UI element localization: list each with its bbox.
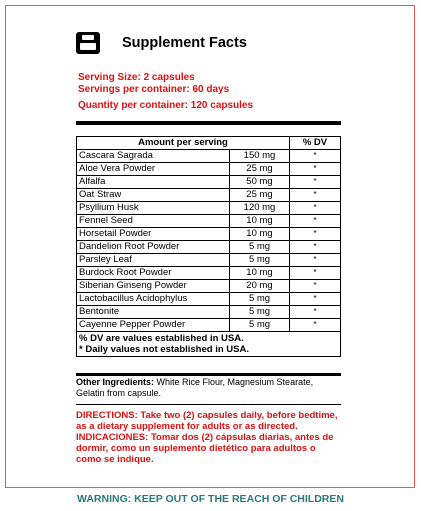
ingredient-dv: * [290,306,341,319]
ingredient-name: Siberian Ginseng Powder [77,280,230,293]
table-row [77,202,341,215]
ingredient-dv: * [290,319,341,332]
ingredient-dv: * [290,189,341,202]
ingredient-dv: * [290,267,341,280]
quantity-per-container: Quantity per container: 120 capsules [78,100,254,111]
supplement-bottle-icon [76,32,100,54]
ingredient-dv: * [290,228,341,241]
ingredient-amount: 5 mg [230,306,290,319]
ingredient-name: Dandelion Root Powder [77,241,230,254]
ingredient-dv: * [290,176,341,189]
directions [76,410,341,465]
ingredient-name: Parsley Leaf [77,254,230,267]
table-row [77,293,341,306]
table-row [77,150,341,163]
facts-table [76,136,341,332]
header-amount: Amount per serving [77,137,290,150]
directions-en: DIRECTIONS: Take two (2) capsules daily, before bedtime, as a dietary supplement for adults or as directed. [76,410,338,432]
ingredient-name: Oat Straw [77,189,230,202]
ingredient-dv: * [290,241,341,254]
ingredient-name: Psyllium Husk [77,202,230,215]
ingredient-name: Lactobacillus Acidophylus [77,293,230,306]
other-ingredients [76,373,341,399]
divider [76,404,341,405]
ingredient-name: Cayenne Pepper Powder [77,319,230,332]
ingredient-amount: 10 mg [230,215,290,228]
ingredient-amount: 120 mg [230,202,290,215]
ingredient-dv: * [290,202,341,215]
ingredient-amount: 5 mg [230,293,290,306]
ingredient-amount: 25 mg [230,163,290,176]
ingredient-name: Burdock Root Powder [77,267,230,280]
table-row [77,254,341,267]
servings-per-container: Servings per container: 60 days [78,84,230,95]
ingredient-name: Alfalfa [77,176,230,189]
table-row [77,280,341,293]
ingredient-amount: 50 mg [230,176,290,189]
other-ingredients-label: Other Ingredients: [76,377,155,387]
ingredient-dv: * [290,163,341,176]
page-title: Supplement Facts [122,35,247,51]
table-row [77,319,341,332]
serving-info [78,72,253,112]
ingredient-name: Horsetail Powder [77,228,230,241]
table-row [77,176,341,189]
ingredient-amount: 10 mg [230,228,290,241]
ingredient-dv: * [290,254,341,267]
ingredient-dv: * [290,280,341,293]
note-daily: * Daily values not established in USA. [79,344,249,355]
warning-text: WARNING: KEEP OUT OF THE REACH OF CHILDREN [77,493,344,505]
table-row [77,267,341,280]
facts-panel [76,121,341,357]
table-notes [76,332,341,357]
ingredient-dv: * [290,293,341,306]
note-dv: % DV are values established in USA. [79,333,244,344]
table-header-row [77,137,341,150]
ingredient-dv: * [290,215,341,228]
table-row [77,241,341,254]
ingredient-dv: * [290,150,341,163]
table-row [77,163,341,176]
table-body [77,150,341,332]
ingredient-amount: 5 mg [230,254,290,267]
serving-size: Serving Size: 2 capsules [78,72,195,83]
directions-es: INDICACIONES: Tomar dos (2) cápsulas diarias, antes de dormir, como un suplemento dietético para adultos o como se indique. [76,432,334,465]
ingredient-amount: 25 mg [230,189,290,202]
ingredient-amount: 5 mg [230,319,290,332]
table-row [77,215,341,228]
other-ingredients-text: White Rice Flour, Magnesium Stearate, Gelatin from capsule. [76,377,314,398]
ingredient-amount: 20 mg [230,280,290,293]
ingredient-amount: 10 mg [230,267,290,280]
header [76,32,247,54]
ingredient-name: Cascara Sagrada [77,150,230,163]
ingredient-name: Aloe Vera Powder [77,163,230,176]
table-row [77,228,341,241]
table-row [77,306,341,319]
table-row [77,189,341,202]
ingredient-name: Bentonite [77,306,230,319]
ingredient-amount: 5 mg [230,241,290,254]
header-dv: % DV [290,137,341,150]
top-bar [76,121,341,125]
ingredient-amount: 150 mg [230,150,290,163]
ingredient-name: Fennel Seed [77,215,230,228]
